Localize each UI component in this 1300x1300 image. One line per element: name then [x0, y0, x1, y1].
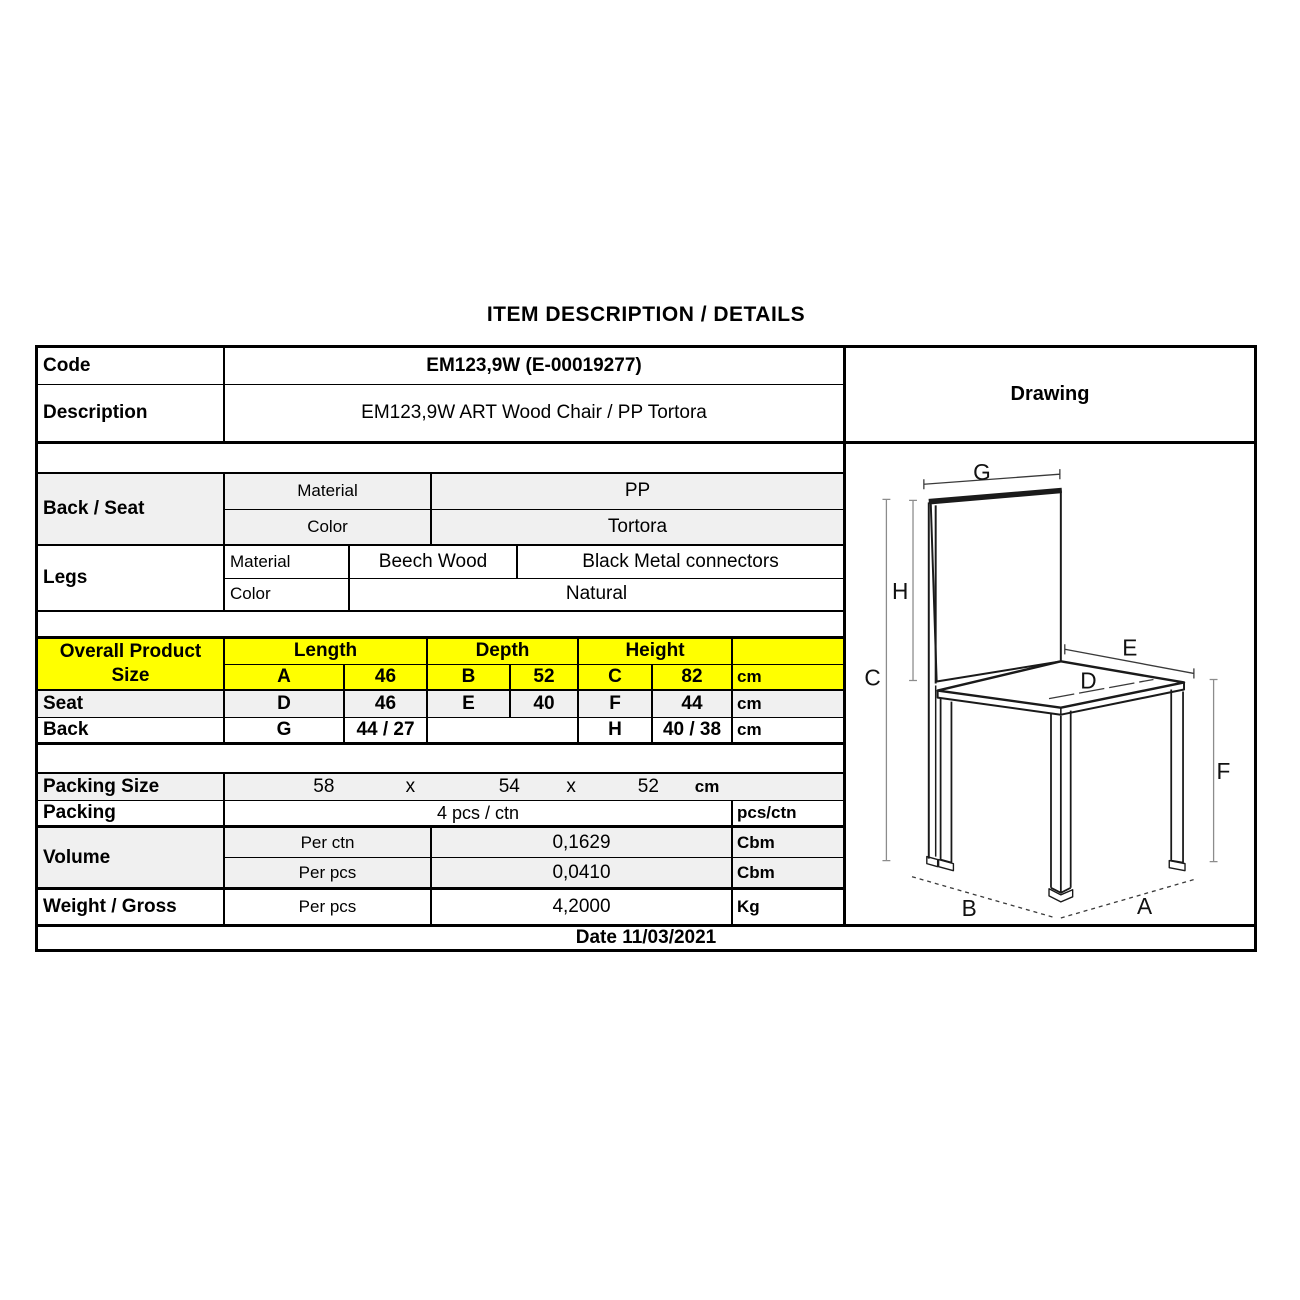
seat-depth-value: 40: [511, 691, 579, 717]
packing-unit: pcs/ctn: [737, 803, 797, 822]
back-seat-color-value: Tortora: [432, 510, 843, 545]
packing-size-v1: 58: [313, 776, 335, 797]
volume-section: [38, 828, 843, 890]
dim-label-d: D: [1080, 667, 1097, 694]
legs-label: Legs: [38, 546, 225, 610]
packing-size-row: [38, 774, 843, 801]
back-size-row: [38, 718, 843, 745]
back-seat-material-row: [225, 474, 843, 510]
volume-per-pcs-value: 0,0410: [432, 858, 733, 887]
spacer-row: [38, 612, 843, 639]
weight-per-name: Per pcs: [225, 890, 432, 924]
legs-color-label: Color: [225, 579, 350, 611]
back-seat-material-label: Material: [225, 474, 432, 509]
back-length-key: G: [225, 718, 345, 742]
legs-material-label: Material: [225, 546, 350, 578]
overall-size-row: [225, 665, 843, 690]
dim-label-g: G: [973, 459, 991, 486]
code-row: [38, 348, 843, 385]
size-unit-header-empty: [733, 639, 843, 664]
page-title: ITEM DESCRIPTION / DETAILS: [486, 303, 806, 326]
dim-label-c: C: [864, 664, 881, 691]
packing-size-values: [225, 774, 843, 800]
legs-material-metal: Black Metal connectors: [582, 550, 779, 572]
packing-value: 4 pcs / ctn: [225, 801, 733, 825]
legs-material-wood: Beech Wood: [350, 546, 518, 578]
description-row: [38, 385, 843, 444]
back-seat-section: [38, 474, 843, 546]
weight-label: Weight / Gross: [38, 890, 225, 924]
seat-height-key: F: [579, 691, 653, 717]
seat-size-row: [38, 691, 843, 718]
seat-height-value: 44: [653, 691, 733, 717]
seat-depth-key: E: [428, 691, 511, 717]
code-label: Code: [38, 348, 225, 384]
back-height-key: H: [579, 718, 653, 742]
overall-depth-key: B: [428, 665, 511, 690]
packing-size-unit: cm: [694, 777, 720, 796]
back-seat-color-row: [225, 510, 843, 545]
size-header-line1: Overall Product: [59, 641, 202, 663]
chair-outline: [927, 490, 1185, 902]
legs-section: [38, 546, 843, 612]
chair-right-leg: [1171, 690, 1183, 863]
seat-length-value: 46: [345, 691, 428, 717]
chair-drawing-svg: [846, 444, 1254, 924]
chair-backrest-top-edge: [929, 490, 1062, 501]
volume-per-pcs-unit: Cbm: [733, 858, 843, 887]
spec-columns: [38, 348, 843, 924]
volume-per-ctn-value: 0,1629: [432, 828, 733, 857]
packing-row: [38, 801, 843, 828]
dim-labels: [864, 459, 1230, 921]
back-length-value: 44 / 27: [345, 718, 428, 742]
size-header-line2: Size: [111, 665, 150, 686]
chair-backrest: [931, 492, 1061, 681]
packing-label: Packing: [38, 801, 225, 825]
legs-material-row: [225, 546, 843, 579]
packing-size-v3: 52: [637, 776, 659, 797]
volume-per-pcs-name: Per pcs: [225, 858, 432, 887]
spacer-row: [38, 444, 843, 474]
description-value: EM123,9W ART Wood Chair / PP Tortora: [361, 402, 707, 423]
back-depth-empty: [428, 718, 579, 742]
volume-per-ctn-unit: Cbm: [733, 828, 843, 857]
weight-value: 4,2000: [432, 890, 733, 924]
volume-per-pcs-row: [225, 858, 843, 887]
table-main-band: [38, 348, 1254, 924]
legs-color-row: [225, 579, 843, 611]
length-header: Length: [225, 639, 428, 664]
chair-seat-top: [938, 661, 1184, 707]
height-header: Height: [579, 639, 733, 664]
depth-header: Depth: [428, 639, 579, 664]
overall-length-value: 46: [345, 665, 428, 690]
packing-size-label: Packing Size: [38, 774, 225, 800]
overall-height-value: 82: [653, 665, 733, 690]
back-unit: cm: [737, 720, 762, 739]
packing-size-sep1: x: [405, 776, 416, 797]
spacer-row: [38, 745, 843, 774]
size-dim-header-row: [225, 639, 843, 665]
seat-label: Seat: [38, 691, 225, 717]
legs-color-value: Natural: [565, 583, 628, 605]
back-seat-color-label: Color: [225, 510, 432, 545]
volume-label: Volume: [38, 828, 225, 887]
chair-front-leg: [1051, 711, 1071, 893]
back-seat-label: Back / Seat: [38, 474, 225, 544]
code-value: EM123,9W (E-00019277): [426, 355, 642, 376]
spec-table: [35, 345, 1257, 952]
volume-per-ctn-name: Per ctn: [225, 828, 432, 857]
dim-label-h: H: [892, 577, 909, 605]
dim-label-f: F: [1216, 757, 1231, 785]
chair-drawing: [846, 444, 1254, 924]
packing-size-v2: 54: [498, 776, 520, 797]
date-text: Date 11/03/2021: [575, 927, 717, 948]
seat-length-key: D: [225, 691, 345, 717]
back-label: Back: [38, 718, 225, 742]
dim-label-a: A: [1137, 892, 1153, 919]
dim-label-e: E: [1122, 634, 1138, 661]
weight-unit: Kg: [737, 897, 760, 916]
size-header-label: [38, 639, 225, 689]
weight-row: [38, 890, 843, 924]
overall-depth-value: 52: [511, 665, 579, 690]
overall-height-key: C: [579, 665, 653, 690]
seat-unit: cm: [733, 691, 843, 717]
packing-size-sep2: x: [566, 776, 576, 797]
dim-label-b: B: [961, 894, 977, 922]
overall-length-key: A: [225, 665, 345, 690]
volume-per-ctn-row: [225, 828, 843, 858]
description-label: Description: [38, 385, 225, 441]
back-seat-material-value: PP: [432, 474, 843, 509]
back-height-value: 40 / 38: [653, 718, 733, 742]
date-row: [38, 924, 1254, 949]
drawing-column: [843, 348, 1254, 924]
drawing-header: Drawing: [846, 348, 1254, 444]
chair-left-leg: [941, 699, 952, 863]
size-header-section: [38, 639, 843, 691]
overall-unit: cm: [733, 665, 843, 690]
